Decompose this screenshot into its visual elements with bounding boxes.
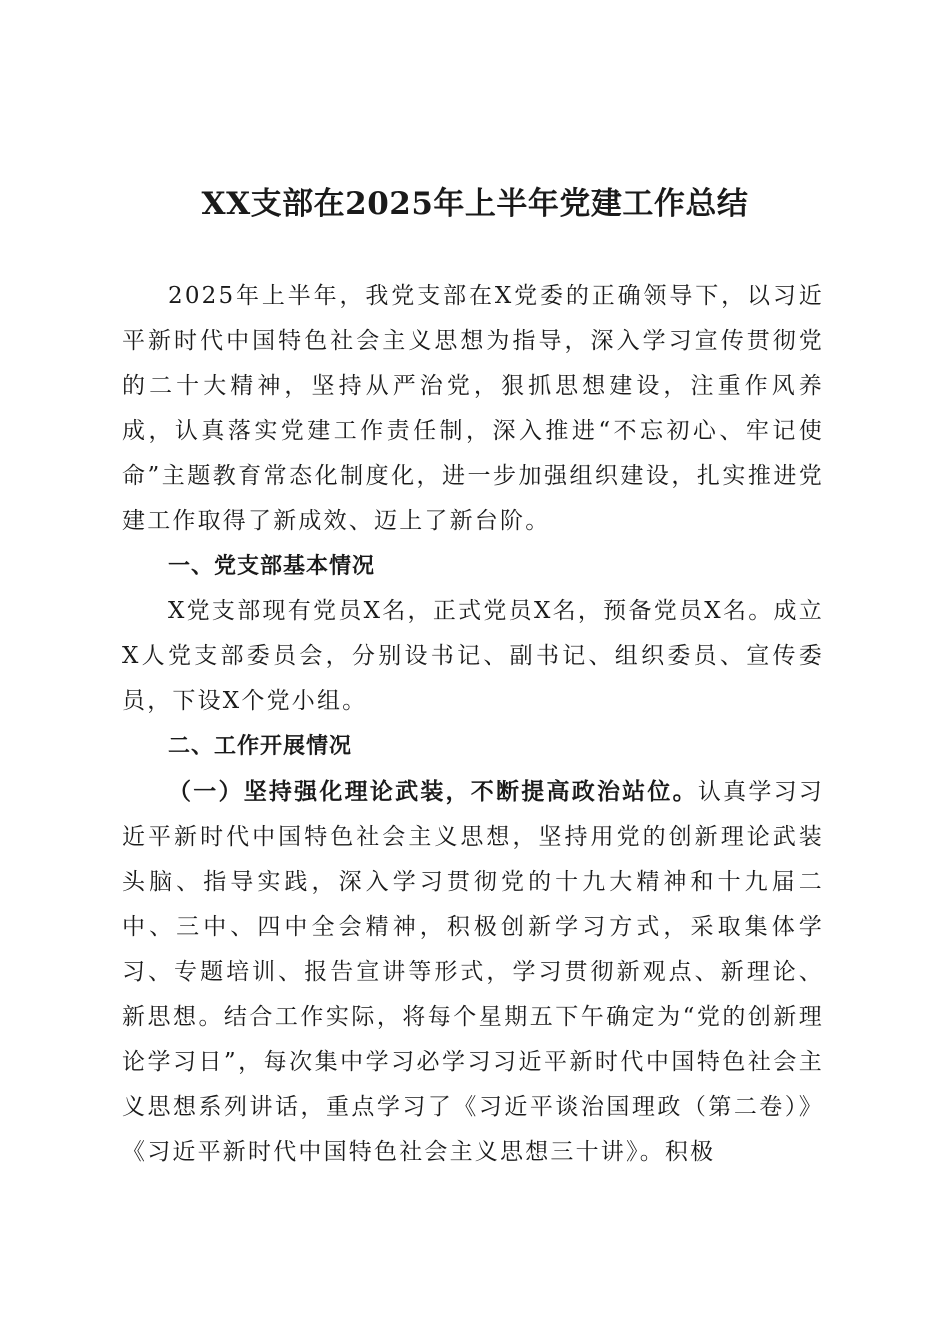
section-2-heading: 二、工作开展情况 [168,734,353,759]
document-title: XX支部在2025年上半年党建工作总结 [201,186,749,222]
section-2-sub-1-text: 认真学习习近平新时代中国特色社会主义思想，坚持用党的创新理论武装头脑、指导实践，深入学习贯彻党的十九大精神和十九届二中、三中、四中全会精神，积极创新学习方式，采取集体学习、专题培训、报告宣讲等形式，学习贯彻新观点、新理论、新思想。结合工作实际，将每个星期五下午确定为“党的创新理论学习日”，每次集中学习必学习习近平新时代中国特色社会主义思想系列讲话，重点学习了《习近平谈治国理政（第二卷）》《习近平新时代中国特色社会主义思想三十讲》。积极 [122,779,825,1165]
section-1-heading: 一、党支部基本情况 [168,554,376,579]
section-2-sub-1-lead: （一）坚持强化理论武装，不断提高政治站位。 [168,778,698,805]
section-1-paragraph: X党支部现有党员X名，正式党员X名，预备党员X名。成立X人党支部委员会，分别设书记、副书记、组织委员、宣传委员，下设X个党小组。 [122,598,824,714]
document-body [122,274,824,1175]
section-2-sub-1-paragraph [122,769,824,1175]
intro-paragraph: 2025年上半年，我党支部在X党委的正确领导下，以习近平新时代中国特色社会主义思想为指导，深入学习宣传贯彻党的二十大精神，坚持从严治党，狠抓思想建设，注重作风养成，认真落实党建工作责任制，深入推进“不忘初心、牢记使命”主题教育常态化制度化，进一步加强组织建设，扎实推进党建工作取得了新成效、迈上了新台阶。 [122,283,824,534]
